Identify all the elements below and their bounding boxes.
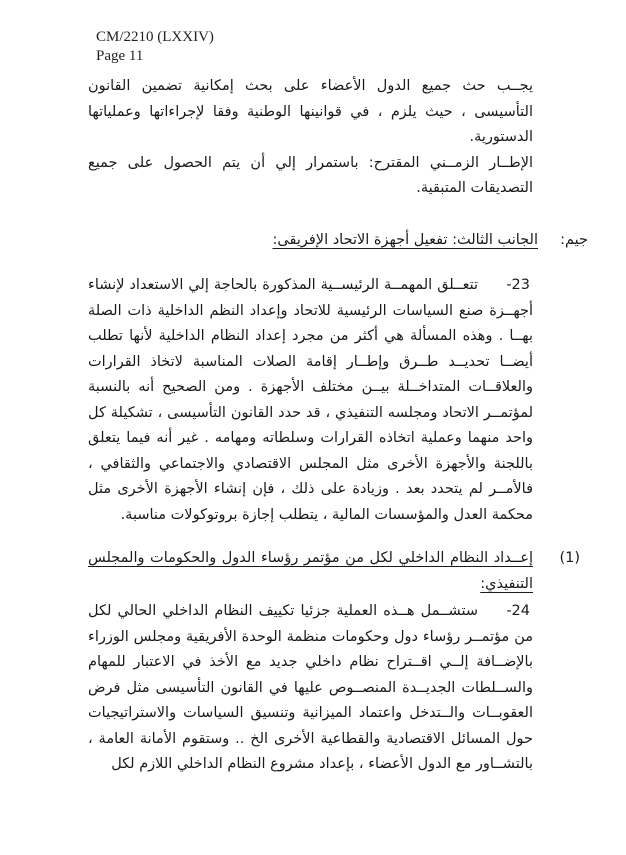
document-body [88,74,588,778]
paragraph-23-text: تتعــلق المهمــة الرئيســية المذكورة بالحاجة إلي الاستعداد لإنشاء أجهــزة صنع السياسات الرئيسية للاتحاد وإعداد النظم الداخلية ذات الصلة بهــا . وهذه المسألة هي أكثر من مجرد إعداد النظام الداخلية لأنها تطلب أيضــا تحديــد طــرق وإطــار إقامة الصلات المناسبة لاتخاذ القرارات والعلاقــات المتداخــلة بيــن مختلف الأجهزة . ومن الصحيح أنه بالنسبة لمؤتمــر الاتحاد ومجلسه التنفيذي ، قد حدد القانون التأسيسى ، تشكيلة كل واحد منهما وعملية اتخاذه القرارات وسلطاته ومهامه . غير أنه فيما يتعلق باللجنة والأجهزة الأخرى مثل المجلس الاقتصادي والاجتماعي والثقافي ، فالأمــر لم يتحدد بعد . وزيادة على ذلك ، فإن إنشاء الأجهزة الأخرى مثل محكمة العدل والمؤسسات المالية ، يتطلب إجازة بروتوكولات مناسبة. [88,277,533,523]
doc-reference: CM/2210 (LXXIV) [96,29,214,45]
subsection-1-label: (1) [559,550,580,566]
section-c-title: الجانب الثالث: تفعيل أجهزة الاتحاد الإفريقى: [272,231,538,248]
paragraph-24-text: ستشــمل هــذه العملية جزئيا تكييف النظام الداخلي الحالي لكل من مؤتمــر رؤساء دول وحكومات منظمة الوحدة الأفريقية ومجلس الوزراء بالإضــافة إلــي اقــتراح نظام داخلي جديد مع الأخذ في الاعتبار للمهام والســلطات الجديــدة المنصــوص عليها في القانون التأسيسى مثل فرض العقوبــات والــتدخل واعتماد الميزانية وتنسيق السياسات والاستراتيجيات حول المسائل الاقتصادية والقطاعية الأخرى الخ .. وستقوم الأمانة العامة ، بالتشــاور مع الدول الأعضاء ، بإعداد مشروع النظام الداخلي اللازم لكل [88,603,533,772]
section-c-label: جيم: [560,231,588,248]
subsection-1-heading [88,546,588,597]
paragraph-24-number: -24 [506,603,530,619]
paragraph-24 [88,599,588,778]
subsection-1-title: إعــداد النظام الداخلي لكل من مؤتمر رؤساء الدول والحكومات والمجلس التنفيذي: [88,550,533,592]
section-c-heading [88,228,588,254]
doc-header [96,28,214,66]
paragraph-23 [88,273,588,528]
page-number: Page 11 [96,48,144,64]
intro-block [88,74,588,202]
intro-paragraph: يجــب حث جميع الدول الأعضاء على بحث إمكانية تضمين القانون التأسيسى ، حيث يلزم ، في قوانينها الوطنية وفقا لإجراءاتها وعملياتها الدستورية. [88,78,533,145]
paragraph-23-number: -23 [506,277,530,293]
timeframe-paragraph: الإطــار الزمــني المقترح: باستمرار إلي أن يتم الحصول على جميع التصديقات المتبقية. [88,154,533,196]
